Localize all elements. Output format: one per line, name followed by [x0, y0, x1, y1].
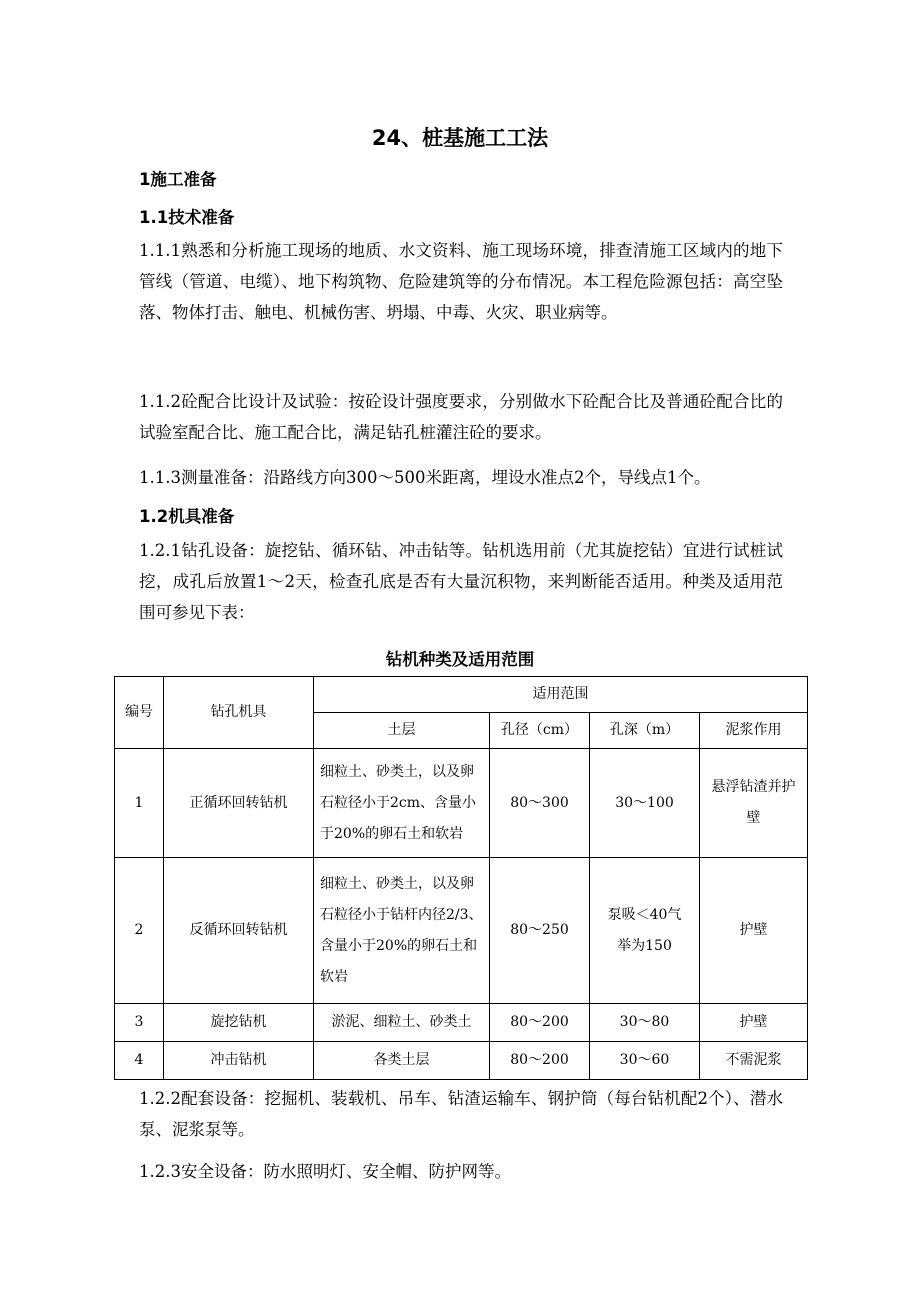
section-heading-1-1: 1.1技术准备	[139, 208, 235, 227]
cell-machine: 正循环回转钻机	[164, 749, 314, 858]
cell-diameter: 80～200	[490, 1004, 590, 1042]
header-mud: 泥浆作用	[700, 713, 808, 749]
cell-mud: 悬浮钻渣并护壁	[700, 749, 808, 858]
table-caption: 钻机种类及适用范围	[385, 650, 535, 669]
paragraph-1-2-2: 1.2.2配套设备：挖掘机、装载机、吊车、钻渣运输车、钢护筒（每台钻机配2个）、潜水泵、泥浆泵等。	[139, 1089, 783, 1139]
cell-soil: 各类土层	[314, 1042, 490, 1080]
paragraph-1-2-1: 1.2.1钻孔设备：旋挖钻、循环钻、冲击钻等。钻机选用前（尤其旋挖钻）宜进行试桩试挖，成孔后放置1～2天，检查孔底是否有大量沉积物，来判断能否适用。种类及适用范围可参见下表：	[139, 541, 783, 622]
cell-no: 1	[115, 749, 164, 858]
header-soil: 土层	[314, 713, 490, 749]
cell-depth: 泵吸＜40气举为150	[590, 858, 700, 1004]
paragraph-1-2-3: 1.2.3安全设备：防水照明灯、安全帽、防护网等。	[139, 1162, 511, 1181]
paragraph-1-1-1: 1.1.1熟悉和分析施工现场的地质、水文资料、施工现场环境，排查清施工区域内的地下管线（管道、电缆）、地下构筑物、危险建筑等的分布情况。本工程危险源包括：高空坠落、物体打击、触电、机械伤害、坍塌、中毒、火灾、职业病等。	[139, 241, 783, 322]
drill-types-table	[114, 676, 808, 1080]
table-row	[115, 749, 808, 858]
cell-mud: 护壁	[700, 858, 808, 1004]
cell-depth: 30～100	[590, 749, 700, 858]
cell-mud: 不需泥浆	[700, 1042, 808, 1080]
cell-depth: 30～80	[590, 1004, 700, 1042]
header-depth: 孔深（m）	[590, 713, 700, 749]
cell-depth: 30～60	[590, 1042, 700, 1080]
header-machine: 钻孔机具	[164, 677, 314, 749]
table-row	[115, 1042, 808, 1080]
cell-soil: 细粒土、砂类土，以及卵石粒径小于2cm、含量小于20%的卵石土和软岩	[314, 749, 490, 858]
header-no: 编号	[115, 677, 164, 749]
cell-diameter: 80～300	[490, 749, 590, 858]
cell-machine: 冲击钻机	[164, 1042, 314, 1080]
table-row	[115, 858, 808, 1004]
cell-soil: 细粒土、砂类土，以及卵石粒径小于钻杆内径2/3、含量小于20%的卵石土和软岩	[314, 858, 490, 1004]
paragraph-1-1-3: 1.1.3测量准备：沿路线方向300～500米距离，埋设水准点2个，导线点1个。	[139, 468, 711, 487]
cell-diameter: 80～200	[490, 1042, 590, 1080]
cell-machine: 旋挖钻机	[164, 1004, 314, 1042]
cell-machine: 反循环回转钻机	[164, 858, 314, 1004]
section-heading-1: 1施工准备	[139, 170, 217, 189]
section-heading-1-2: 1.2机具准备	[139, 507, 235, 526]
header-scope: 适用范围	[314, 677, 808, 713]
cell-no: 3	[115, 1004, 164, 1042]
table-row	[115, 1004, 808, 1042]
cell-no: 2	[115, 858, 164, 1004]
cell-no: 4	[115, 1042, 164, 1080]
cell-diameter: 80～250	[490, 858, 590, 1004]
cell-mud: 护壁	[700, 1004, 808, 1042]
document-title: 24、桩基施工工法	[371, 126, 549, 150]
cell-soil: 淤泥、细粒土、砂类土	[314, 1004, 490, 1042]
header-diameter: 孔径（cm）	[490, 713, 590, 749]
paragraph-1-1-2: 1.1.2砼配合比设计及试验：按砼设计强度要求，分别做水下砼配合比及普通砼配合比的试验室配合比、施工配合比，满足钻孔桩灌注砼的要求。	[139, 392, 783, 442]
